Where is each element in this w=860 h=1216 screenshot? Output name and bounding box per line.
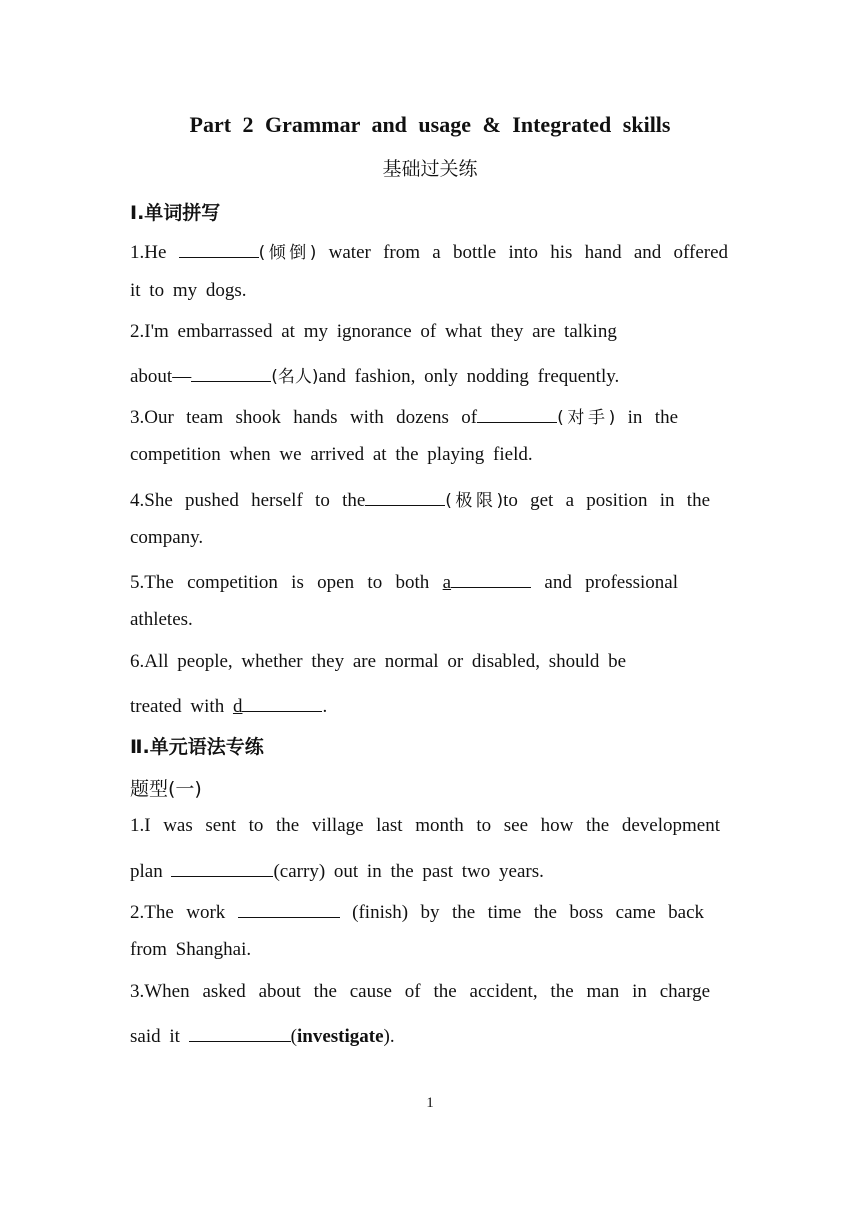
answer-blank[interactable] <box>179 238 259 258</box>
question-text: . <box>322 696 328 717</box>
question-6-line-1: 6.All people, whether they are normal or disabled, should be <box>130 651 627 672</box>
question-3-line-1 <box>130 403 678 429</box>
answer-blank[interactable] <box>451 568 531 588</box>
answer-blank[interactable] <box>238 898 340 918</box>
question-5-line-2: athletes. <box>130 609 193 630</box>
chinese-hint: (名人) <box>271 367 319 387</box>
question-text: . <box>389 1026 395 1047</box>
question-3-line-2: competition when we arrived at the playing field. <box>130 444 533 465</box>
page-number: 1 <box>426 1095 434 1111</box>
question-5-line-1 <box>130 568 678 594</box>
question-text: 3.Our team shook hands with dozens of <box>130 407 478 428</box>
grammar-question-3-line-2: said it (investigate). <box>130 1022 728 1048</box>
type-label-text: 题型(一) <box>130 778 202 800</box>
verb-hint: (carry) <box>273 861 326 882</box>
grammar-question-1-line-1: 1.I was sent to the village last month to see how the development <box>130 815 720 836</box>
initial-letter: d <box>232 696 243 717</box>
verb-hint: investigate <box>297 1026 384 1047</box>
answer-blank[interactable] <box>171 857 273 877</box>
answer-blank[interactable] <box>189 1022 291 1042</box>
question-text: and professional <box>544 572 679 593</box>
document-title: Part 2 Grammar and usage & Integrated skills <box>189 112 671 137</box>
answer-blank[interactable] <box>477 403 557 423</box>
section-2-heading: Ⅱ.单元语法专练 <box>130 736 264 758</box>
initial-letter: a <box>442 572 452 593</box>
grammar-question-2-line-1 <box>130 898 704 924</box>
grammar-question-3-line-1: 3.When asked about the cause of the accident, the man in charge <box>130 981 710 1002</box>
question-text: said it <box>130 1026 180 1047</box>
question-text: out in the past two years. <box>333 861 544 882</box>
answer-blank[interactable] <box>365 486 445 506</box>
question-text: water from a bottle into his hand and offered <box>328 242 729 263</box>
question-1-line-2: it to my dogs. <box>130 280 247 301</box>
question-2-line-2 <box>130 362 728 388</box>
verb-hint: (finish) <box>352 902 409 923</box>
question-text: treated with <box>130 696 225 717</box>
question-4-line-2: company. <box>130 527 204 548</box>
question-text: to get a position in the <box>503 490 710 511</box>
question-text: 4.She pushed herself to the <box>130 490 366 511</box>
question-2-line-1: 2.I'm embarrassed at my ignorance of what they are talking <box>130 321 617 342</box>
question-type-label <box>130 774 728 801</box>
question-text: in the <box>627 407 679 428</box>
answer-blank-with-letter[interactable] <box>443 572 531 593</box>
question-4-line-1 <box>130 486 710 512</box>
question-number: 1.He <box>130 242 167 263</box>
question-text: plan <box>130 861 163 882</box>
question-text: by the time the boss came back <box>420 902 705 923</box>
grammar-question-2-line-2: from Shanghai. <box>130 939 252 960</box>
answer-blank[interactable] <box>242 692 322 712</box>
section-1-heading: Ⅰ.单词拼写 <box>130 202 221 224</box>
question-text: and fashion, only nodding frequently. <box>318 366 620 387</box>
question-text: 5.The competition is open to both <box>130 572 430 593</box>
chinese-hint: (对手) <box>557 408 616 428</box>
answer-blank[interactable] <box>191 362 271 382</box>
grammar-question-1-line-2 <box>130 857 728 883</box>
question-text: about— <box>130 366 192 387</box>
answer-blank-with-letter[interactable] <box>233 696 323 717</box>
chinese-hint: (倾倒) <box>258 243 317 263</box>
document-subtitle: 基础过关练 <box>382 158 478 180</box>
chinese-hint: (极限) <box>445 491 504 511</box>
question-1-line-1 <box>130 238 728 264</box>
question-6-line-2 <box>130 692 728 718</box>
question-text: 2.The work <box>130 902 226 923</box>
